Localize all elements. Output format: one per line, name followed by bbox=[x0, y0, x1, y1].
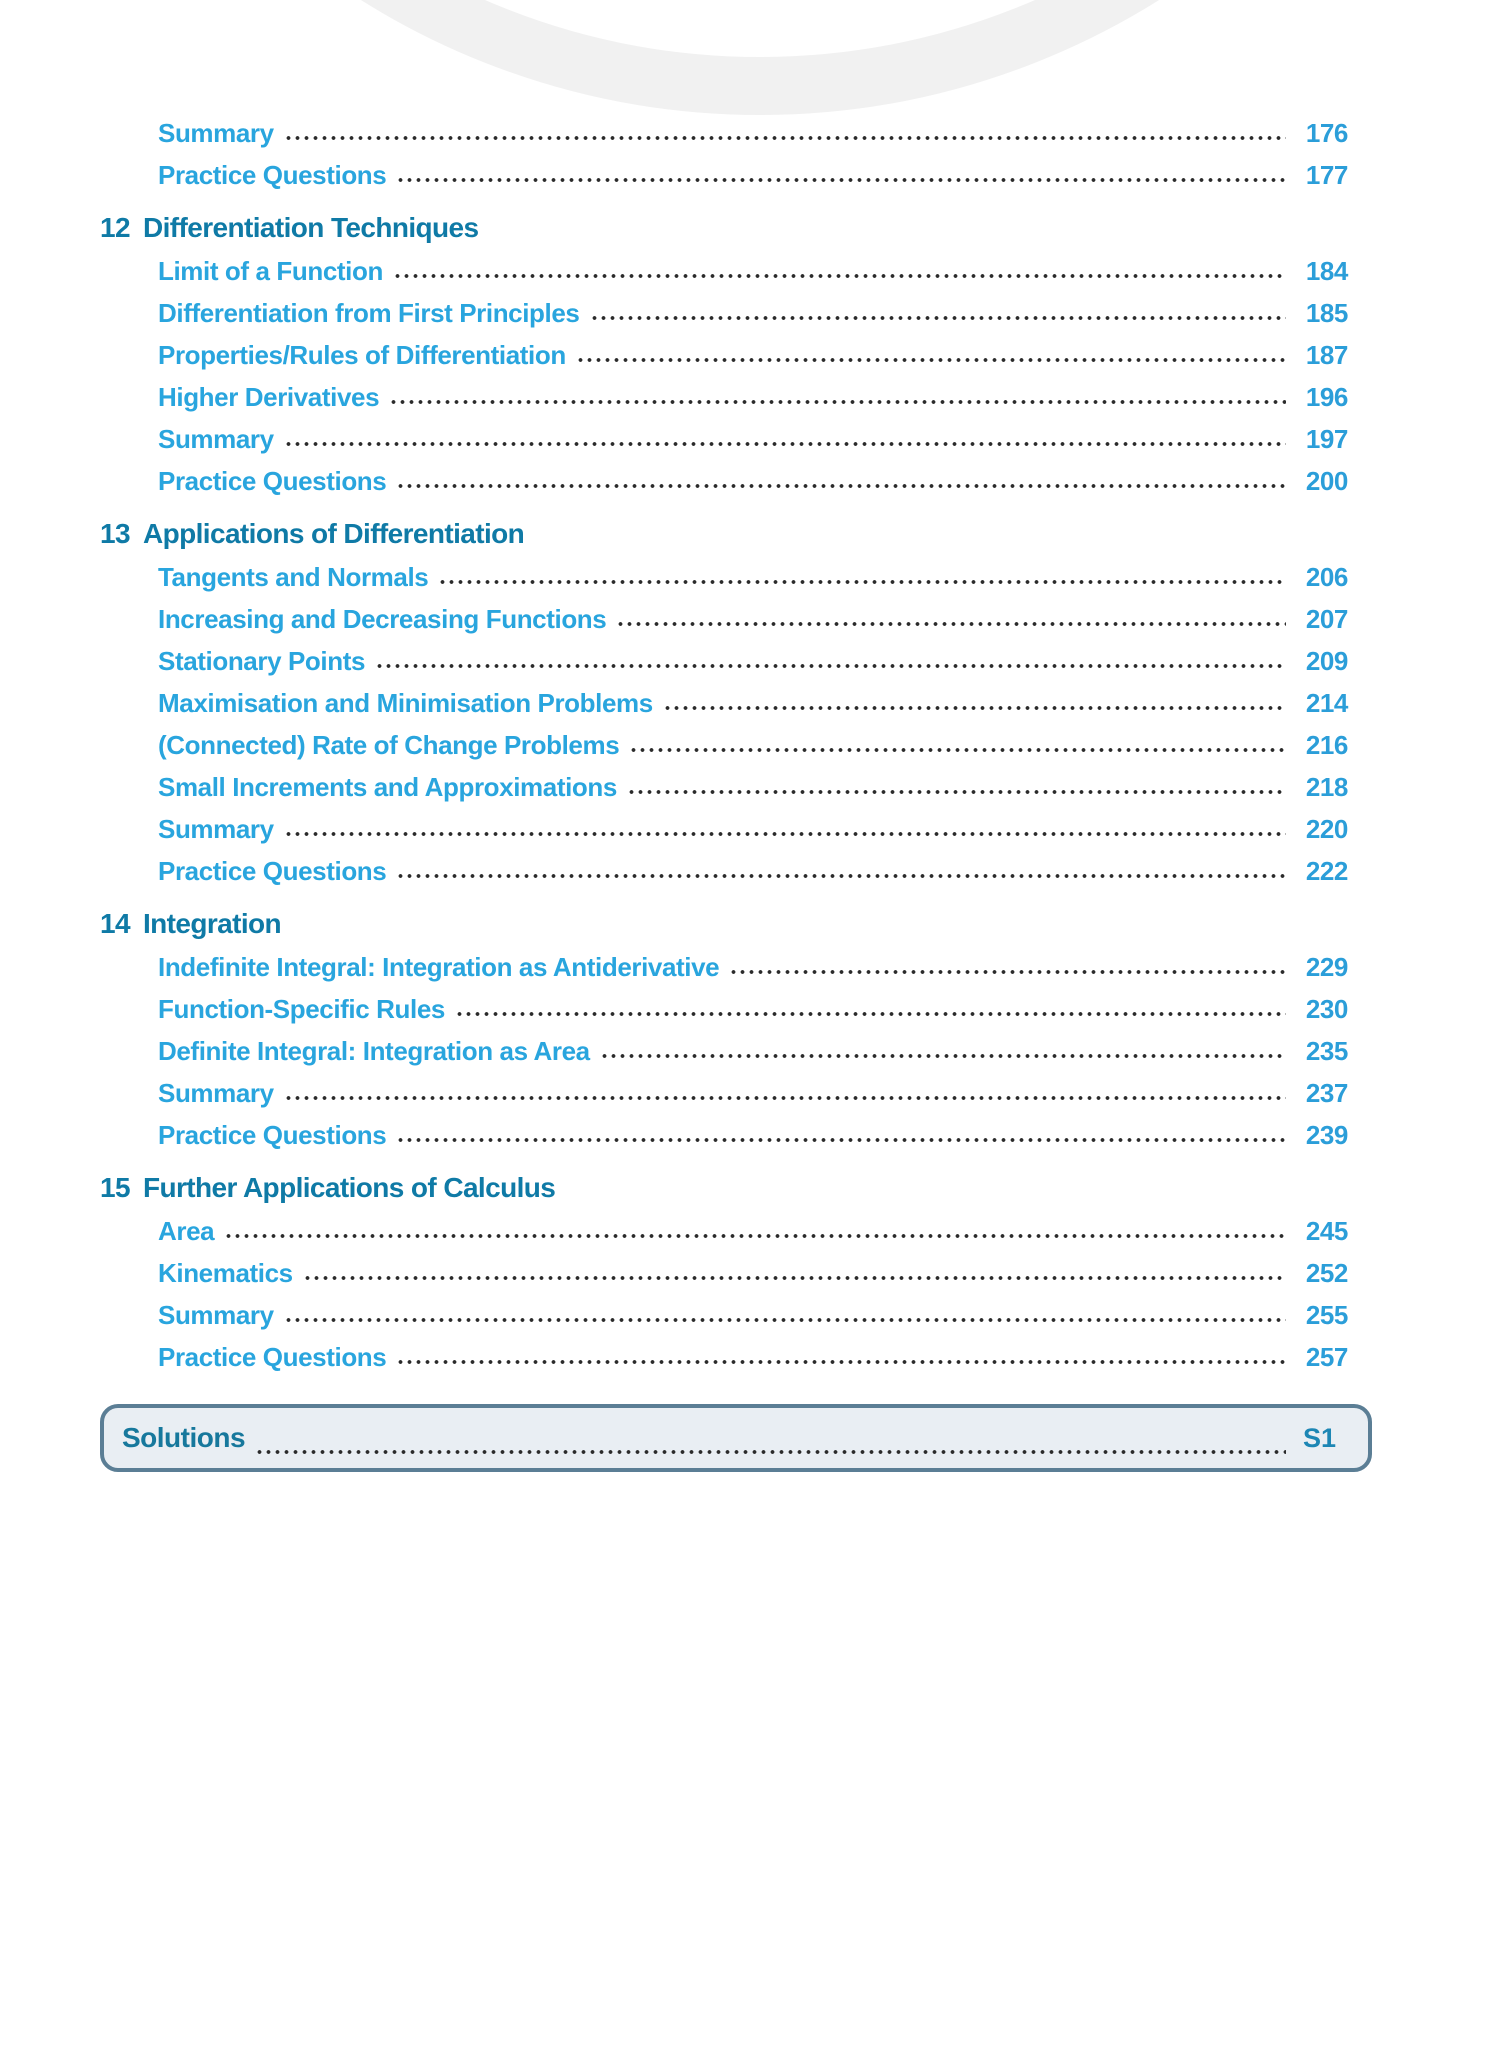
entry-label: Indefinite Integral: Integration as Antiderivative bbox=[158, 952, 720, 982]
toc-entry-row bbox=[100, 988, 1348, 1030]
entry-label: Function-Specific Rules bbox=[158, 994, 445, 1024]
entry-label: Practice Questions bbox=[158, 160, 387, 190]
toc-entry-row bbox=[100, 1210, 1348, 1252]
toc-entry-row bbox=[100, 946, 1348, 988]
toc-entry-row bbox=[100, 154, 1348, 196]
leader-dots bbox=[224, 1233, 1286, 1239]
toc-entry-row bbox=[100, 1294, 1348, 1336]
leader-dots bbox=[663, 705, 1286, 711]
page-number: 185 bbox=[1305, 298, 1348, 328]
entry-label: Summary bbox=[158, 424, 274, 454]
toc-entry-row bbox=[100, 112, 1348, 154]
chapter-number: 14 bbox=[100, 908, 130, 939]
toc-entry-row bbox=[100, 460, 1348, 502]
toc-entry-row bbox=[100, 808, 1348, 850]
page-number: 255 bbox=[1305, 1300, 1348, 1330]
leader-dots bbox=[284, 1317, 1286, 1323]
decorative-arc bbox=[10, 0, 1502, 115]
chapter-title: Further Applications of Calculus bbox=[143, 1172, 556, 1203]
leader-dots bbox=[396, 1359, 1286, 1365]
entry-label: Differentiation from First Principles bbox=[158, 298, 580, 328]
page-number: 214 bbox=[1305, 688, 1348, 718]
leader-dots bbox=[590, 315, 1287, 321]
page-number: 257 bbox=[1305, 1342, 1348, 1372]
toc-entry-row bbox=[100, 1114, 1348, 1156]
leader-dots bbox=[729, 969, 1286, 975]
entry-label: Summary bbox=[158, 1300, 274, 1330]
leader-dots bbox=[396, 1137, 1286, 1143]
toc-entry-row bbox=[100, 556, 1348, 598]
chapter-title: Applications of Differentiation bbox=[143, 518, 525, 549]
page-number: 216 bbox=[1305, 730, 1348, 760]
toc-entry-row bbox=[100, 250, 1348, 292]
leader-dots bbox=[396, 873, 1286, 879]
entry-label: Limit of a Function bbox=[158, 256, 383, 286]
leader-dots bbox=[627, 789, 1286, 795]
toc-entry-row bbox=[100, 598, 1348, 640]
toc-entry-row bbox=[100, 1072, 1348, 1114]
page-number: 184 bbox=[1305, 256, 1348, 286]
entry-label: Small Increments and Approximations bbox=[158, 772, 617, 802]
chapter-number: 12 bbox=[100, 212, 130, 243]
toc-entry-row bbox=[100, 292, 1348, 334]
toc-entry-row bbox=[100, 850, 1348, 892]
toc-entry-row bbox=[100, 682, 1348, 724]
leader-dots bbox=[303, 1275, 1286, 1281]
chapter-title: Integration bbox=[143, 908, 282, 939]
chapter-title: Differentiation Techniques bbox=[143, 212, 479, 243]
toc-entry-row bbox=[100, 724, 1348, 766]
leader-dots bbox=[284, 831, 1286, 837]
entry-label: Maximisation and Minimisation Problems bbox=[158, 688, 653, 718]
leader-dots bbox=[396, 483, 1286, 489]
toc-entry-row bbox=[100, 640, 1348, 682]
entry-label: Definite Integral: Integration as Area bbox=[158, 1036, 590, 1066]
leader-dots bbox=[438, 579, 1286, 585]
page-number: 200 bbox=[1305, 466, 1348, 496]
toc-entry-row bbox=[100, 334, 1348, 376]
table-of-contents bbox=[100, 112, 1372, 1472]
page-number: 196 bbox=[1305, 382, 1348, 412]
entry-label: Practice Questions bbox=[158, 1120, 387, 1150]
leader-dots bbox=[629, 747, 1286, 753]
chapter-number: 13 bbox=[100, 518, 130, 549]
page-number: 206 bbox=[1305, 562, 1348, 592]
entry-label: Practice Questions bbox=[158, 466, 387, 496]
leader-dots bbox=[284, 1095, 1286, 1101]
page-number: 237 bbox=[1305, 1078, 1348, 1108]
leader-dots bbox=[600, 1053, 1286, 1059]
leader-dots bbox=[616, 621, 1286, 627]
page-number: 239 bbox=[1305, 1120, 1348, 1150]
toc-entry-row bbox=[100, 418, 1348, 460]
leader-dots bbox=[576, 357, 1286, 363]
entry-label: Practice Questions bbox=[158, 856, 387, 886]
entry-label: Summary bbox=[158, 118, 274, 148]
page-number: 176 bbox=[1305, 118, 1348, 148]
solutions-box bbox=[100, 1404, 1372, 1472]
toc-list bbox=[100, 112, 1372, 1378]
page-number: 220 bbox=[1305, 814, 1348, 844]
toc-entry-row bbox=[100, 766, 1348, 808]
chapter-number: 15 bbox=[100, 1172, 130, 1203]
chapter-heading-row bbox=[100, 902, 1348, 946]
page-number: 177 bbox=[1305, 160, 1348, 190]
entry-label: Practice Questions bbox=[158, 1342, 387, 1372]
page-number: 197 bbox=[1305, 424, 1348, 454]
leader-dots bbox=[455, 1011, 1286, 1017]
entry-label: Tangents and Normals bbox=[158, 562, 429, 592]
page-number: 209 bbox=[1305, 646, 1348, 676]
page-number: 235 bbox=[1305, 1036, 1348, 1066]
chapter-heading-row bbox=[100, 512, 1348, 556]
toc-entry-row bbox=[100, 376, 1348, 418]
leader-dots bbox=[393, 273, 1286, 279]
entry-label: Increasing and Decreasing Functions bbox=[158, 604, 607, 634]
leader-dots bbox=[389, 399, 1286, 405]
entry-label: Summary bbox=[158, 1078, 274, 1108]
page-number: 218 bbox=[1305, 772, 1348, 802]
page-number: 229 bbox=[1305, 952, 1348, 982]
page-number: 245 bbox=[1305, 1216, 1348, 1246]
solutions-label: Solutions bbox=[122, 1422, 246, 1453]
toc-entry-row bbox=[100, 1336, 1348, 1378]
leader-dots bbox=[255, 1449, 1286, 1455]
entry-label: Stationary Points bbox=[158, 646, 366, 676]
entry-label: Higher Derivatives bbox=[158, 382, 380, 412]
page-number: 222 bbox=[1305, 856, 1348, 886]
toc-entry-row bbox=[100, 1030, 1348, 1072]
solutions-page-number: S1 bbox=[1302, 1423, 1336, 1453]
entry-label: Area bbox=[158, 1216, 215, 1246]
entry-label: (Connected) Rate of Change Problems bbox=[158, 730, 620, 760]
chapter-heading-row bbox=[100, 1166, 1348, 1210]
entry-label: Properties/Rules of Differentiation bbox=[158, 340, 566, 370]
leader-dots bbox=[284, 441, 1286, 447]
entry-label: Summary bbox=[158, 814, 274, 844]
toc-entry-row bbox=[100, 1252, 1348, 1294]
leader-dots bbox=[284, 135, 1286, 141]
chapter-heading-row bbox=[100, 206, 1348, 250]
leader-dots bbox=[396, 177, 1286, 183]
page-number: 252 bbox=[1305, 1258, 1348, 1288]
entry-label: Kinematics bbox=[158, 1258, 293, 1288]
page-number: 207 bbox=[1305, 604, 1348, 634]
leader-dots bbox=[375, 663, 1286, 669]
page-number: 187 bbox=[1305, 340, 1348, 370]
page-number: 230 bbox=[1305, 994, 1348, 1024]
